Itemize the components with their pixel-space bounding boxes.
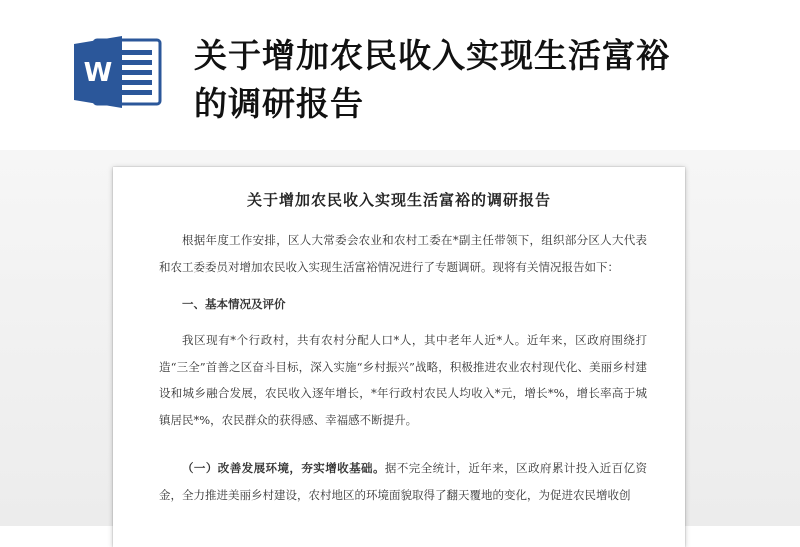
document-title: 关于增加农民收入实现生活富裕的调研报告: [246, 191, 551, 209]
header: [0, 0, 800, 150]
word-document-icon: [72, 34, 164, 110]
document-page[interactable]: [113, 167, 685, 547]
subsection1-text: 据不完全统计，近年来，区政府累计投入近百亿资金，全力推进美丽乡村建设，农村地区的环境面貌取得了翻天覆地的变化，为促进农民增收创: [159, 461, 648, 502]
page-title-line-1: 关于增加农民收入实现生活富裕: [194, 36, 670, 75]
subsection1-heading: （一）改善发展环境，夯实增收基础。: [182, 461, 385, 475]
subsection1-paragraph: [159, 455, 647, 508]
section-heading-basic-situation: 一、基本情况及评价: [182, 297, 286, 311]
section1-paragraph: 我区现有*个行政村，共有农村分配人口*人，其中老年人近*人。近年来，区政府围绕打造“三全”首善之区奋斗目标，深入实施“乡村振兴”战略，积极推进农业农村现代化、美丽乡村建设和城乡融合发展，农民收入逐年增长，*年行政村农民人均收入*元，增长*%，增长率高于城镇居民*%，农民群众的获得感、幸福感不断提升。: [159, 333, 647, 427]
page-title: [194, 32, 754, 128]
intro-paragraph: 根据年度工作安排，区人大常委会农业和农村工委在*副主任带领下，组织部分区人大代表和农工委委员对增加农民收入实现生活富裕情况进行了专题调研。现将有关情况报告如下：: [159, 233, 647, 274]
page-title-line-2: 的调研报告: [194, 84, 364, 123]
word-icon-letter: W: [83, 58, 113, 88]
